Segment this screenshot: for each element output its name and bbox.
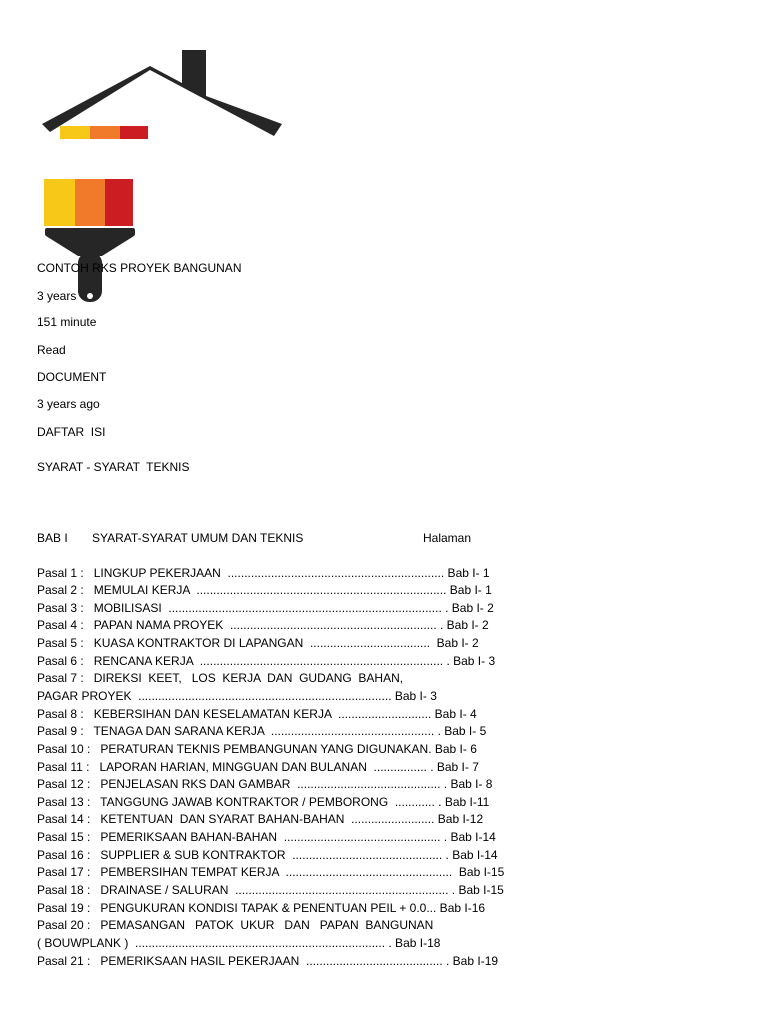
toc-row: Pasal 7 : DIREKSI KEET, LOS KERJA DAN GUDANG BAHAN,	[37, 671, 404, 685]
toc-row: Pasal 15 : PEMERIKSAAN BAHAN-BAHAN ............................................... . Bab I-14	[37, 830, 496, 844]
toc-heading: DAFTAR ISI	[37, 425, 106, 439]
brush-orange	[75, 179, 105, 226]
toc-row: Pasal 5 : KUASA KONTRAKTOR DI LAPANGAN .................................... Bab I- 2	[37, 636, 479, 650]
toc-row: Pasal 14 : KETENTUAN DAN SYARAT BAHAN-BAHAN ......................... Bab I-12	[37, 812, 484, 826]
toc-row: Pasal 16 : SUPPLIER & SUB KONTRAKTOR ............................................. . Bab I-14	[37, 848, 498, 862]
toc-row: Pasal 20 : PEMASANGAN PATOK UKUR DAN PAPAN BANGUNAN	[37, 918, 434, 932]
toc-row: Pasal 12 : PENJELASAN RKS DAN GAMBAR ........................................... . Bab I- 8	[37, 777, 493, 791]
toc-row: Pasal 6 : RENCANA KERJA ......................................................................... . Bab I- 3	[37, 654, 496, 668]
toc-row: Pasal 1 : LINGKUP PEKERJAAN ................................................................. Bab I- 1	[37, 566, 490, 580]
toc-row: Pasal 13 : TANGGUNG JAWAB KONTRAKTOR / PEMBORONG ............ . Bab I-11	[37, 795, 490, 809]
toc-row: Pasal 9 : TENAGA DAN SARANA KERJA ................................................. . Bab I- 5	[37, 724, 487, 738]
roof-icon	[42, 50, 282, 136]
toc-subtitle: SYARAT - SYARAT TEKNIS	[37, 460, 190, 474]
toc-row: ( BOUWPLANK ) ........................................................................... . Bab I-18	[37, 936, 441, 950]
doc-title: CONTOH RKS PROYEK BANGUNAN	[37, 261, 242, 275]
stripe-orange	[90, 126, 120, 139]
toc-row: Pasal 11 : LAPORAN HARIAN, MINGGUAN DAN BULANAN ................ . Bab I- 7	[37, 760, 479, 774]
toc-row: Pasal 4 : PAPAN NAMA PROYEK .............................................................. . Bab I- 2	[37, 618, 489, 632]
brush-hole	[87, 293, 93, 299]
read-time: 151 minute	[37, 315, 97, 329]
read-label: Read	[37, 343, 66, 357]
age-ago-text: 3 years ago	[37, 397, 100, 411]
halaman-label: Halaman	[423, 531, 472, 545]
toc-row: Pasal 10 : PERATURAN TEKNIS PEMBANGUNAN YANG DIGUNAKAN. Bab I- 6	[37, 742, 477, 756]
brush-yellow	[44, 179, 75, 226]
document-label: DOCUMENT	[37, 370, 107, 384]
age-text: 3 years	[37, 289, 77, 303]
stripe-red	[120, 126, 148, 139]
bab-label: BAB I	[37, 531, 68, 545]
brush-ferrule	[45, 228, 135, 236]
toc-row: PAGAR PROYEK ............................................................................ Bab I- 3	[37, 689, 437, 703]
brush-red	[105, 179, 133, 226]
toc-row: Pasal 17 : PEMBERSIHAN TEMPAT KERJA .................................................. Bab I-15	[37, 865, 505, 879]
bab-title: SYARAT-SYARAT UMUM DAN TEKNIS	[92, 531, 304, 545]
toc-row: Pasal 3 : MOBILISASI .................................................................................. . Bab I- 2	[37, 601, 494, 615]
toc-row: Pasal 8 : KEBERSIHAN DAN KESELAMATAN KERJA ............................ Bab I- 4	[37, 707, 477, 721]
stripe-yellow	[60, 126, 90, 139]
toc-row: Pasal 19 : PENGUKURAN KONDISI TAPAK & PENENTUAN PEIL + 0.0... Bab I-16	[37, 901, 486, 915]
toc-row: Pasal 21 : PEMERIKSAAN HASIL PEKERJAAN ......................................... . Bab I-19	[37, 954, 499, 968]
toc-row: Pasal 18 : DRAINASE / SALURAN ................................................................ . Bab I-15	[37, 883, 504, 897]
toc-row: Pasal 2 : MEMULAI KERJA ........................................................................... Bab I- 1	[37, 583, 492, 597]
